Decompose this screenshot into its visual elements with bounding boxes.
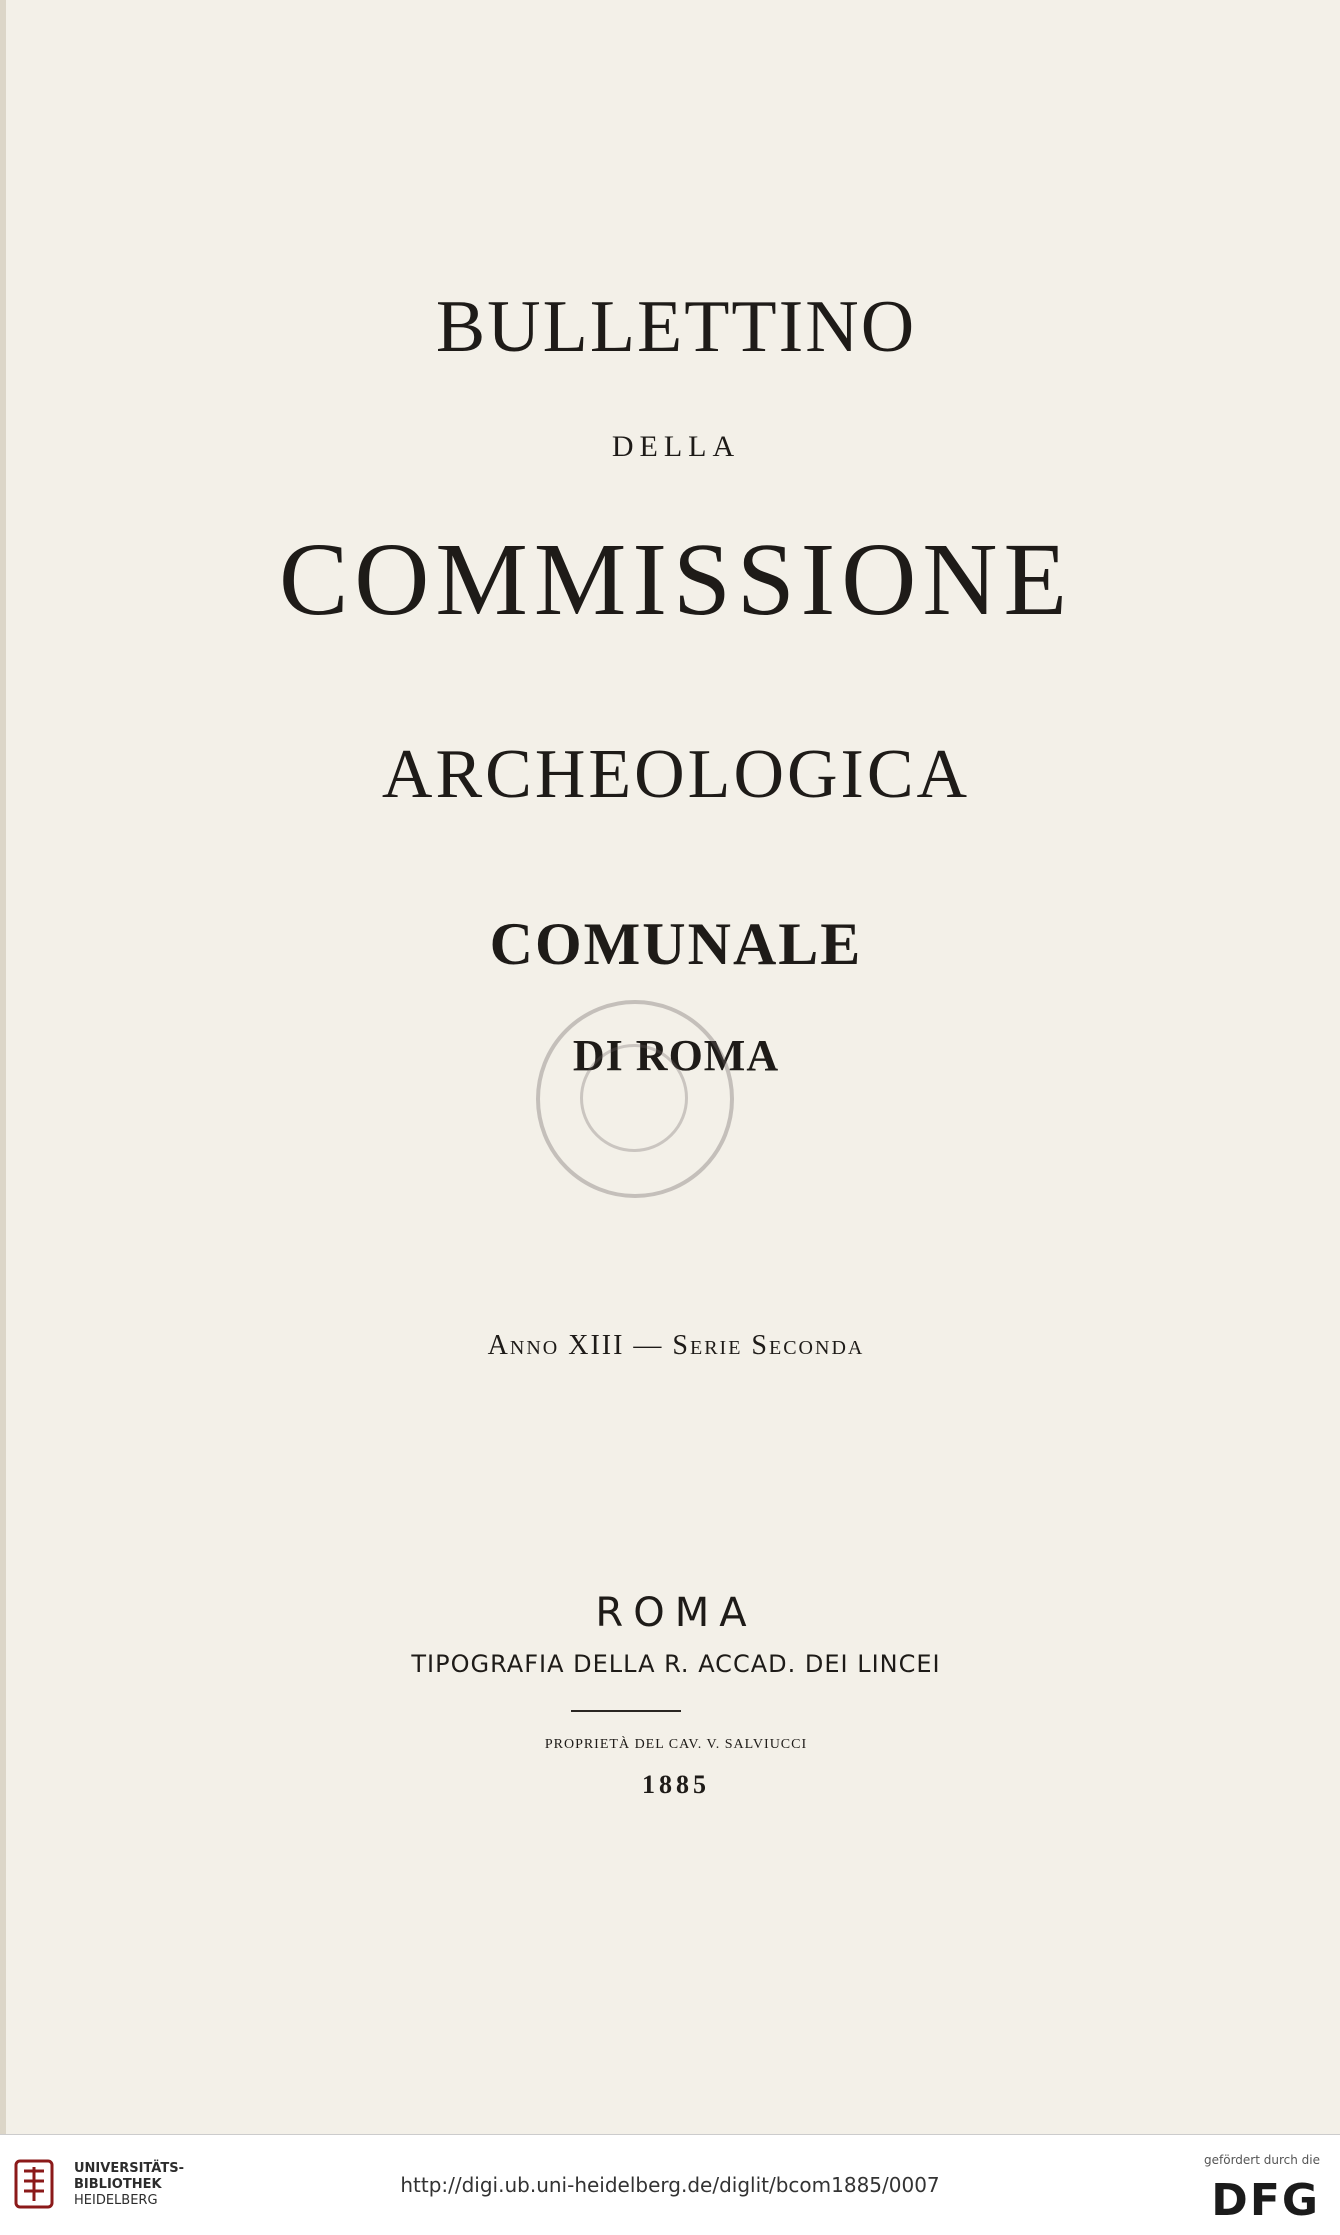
library-stamp-icon xyxy=(536,1000,734,1198)
divider-rule xyxy=(571,1710,681,1712)
dfg-logo: DFG xyxy=(1211,2175,1320,2226)
title-commissione: COMMISSIONE xyxy=(278,522,1074,637)
title-bullettino: BULLETTINO xyxy=(435,286,917,368)
document-url-link[interactable]: http://digi.ub.uni-heidelberg.de/diglit/bcom1885/0007 xyxy=(400,2173,940,2197)
library-name: UNIVERSITÄTS- BIBLIOTHEK HEIDELBERG xyxy=(74,2161,184,2208)
publisher-name: TIPOGRAFIA DELLA R. ACCAD. DEI LINCEI xyxy=(411,1650,941,1678)
title-della: DELLA xyxy=(611,430,741,463)
funded-by-label: gefördert durch die xyxy=(1204,2153,1320,2167)
viewer-footer xyxy=(0,2134,1340,2235)
title-comunale: COMUNALE xyxy=(489,911,863,977)
publication-year: 1885 xyxy=(642,1770,710,1799)
property-note: PROPRIETÀ DEL CAV. V. SALVIUCCI xyxy=(544,1737,808,1752)
series-line: Anno XIII — Serie Seconda xyxy=(487,1330,865,1361)
publisher-city: ROMA xyxy=(595,1590,757,1636)
title-di-roma: DI ROMA xyxy=(572,1031,780,1080)
title-archeologica: ARCHEOLOGICA xyxy=(381,736,971,813)
